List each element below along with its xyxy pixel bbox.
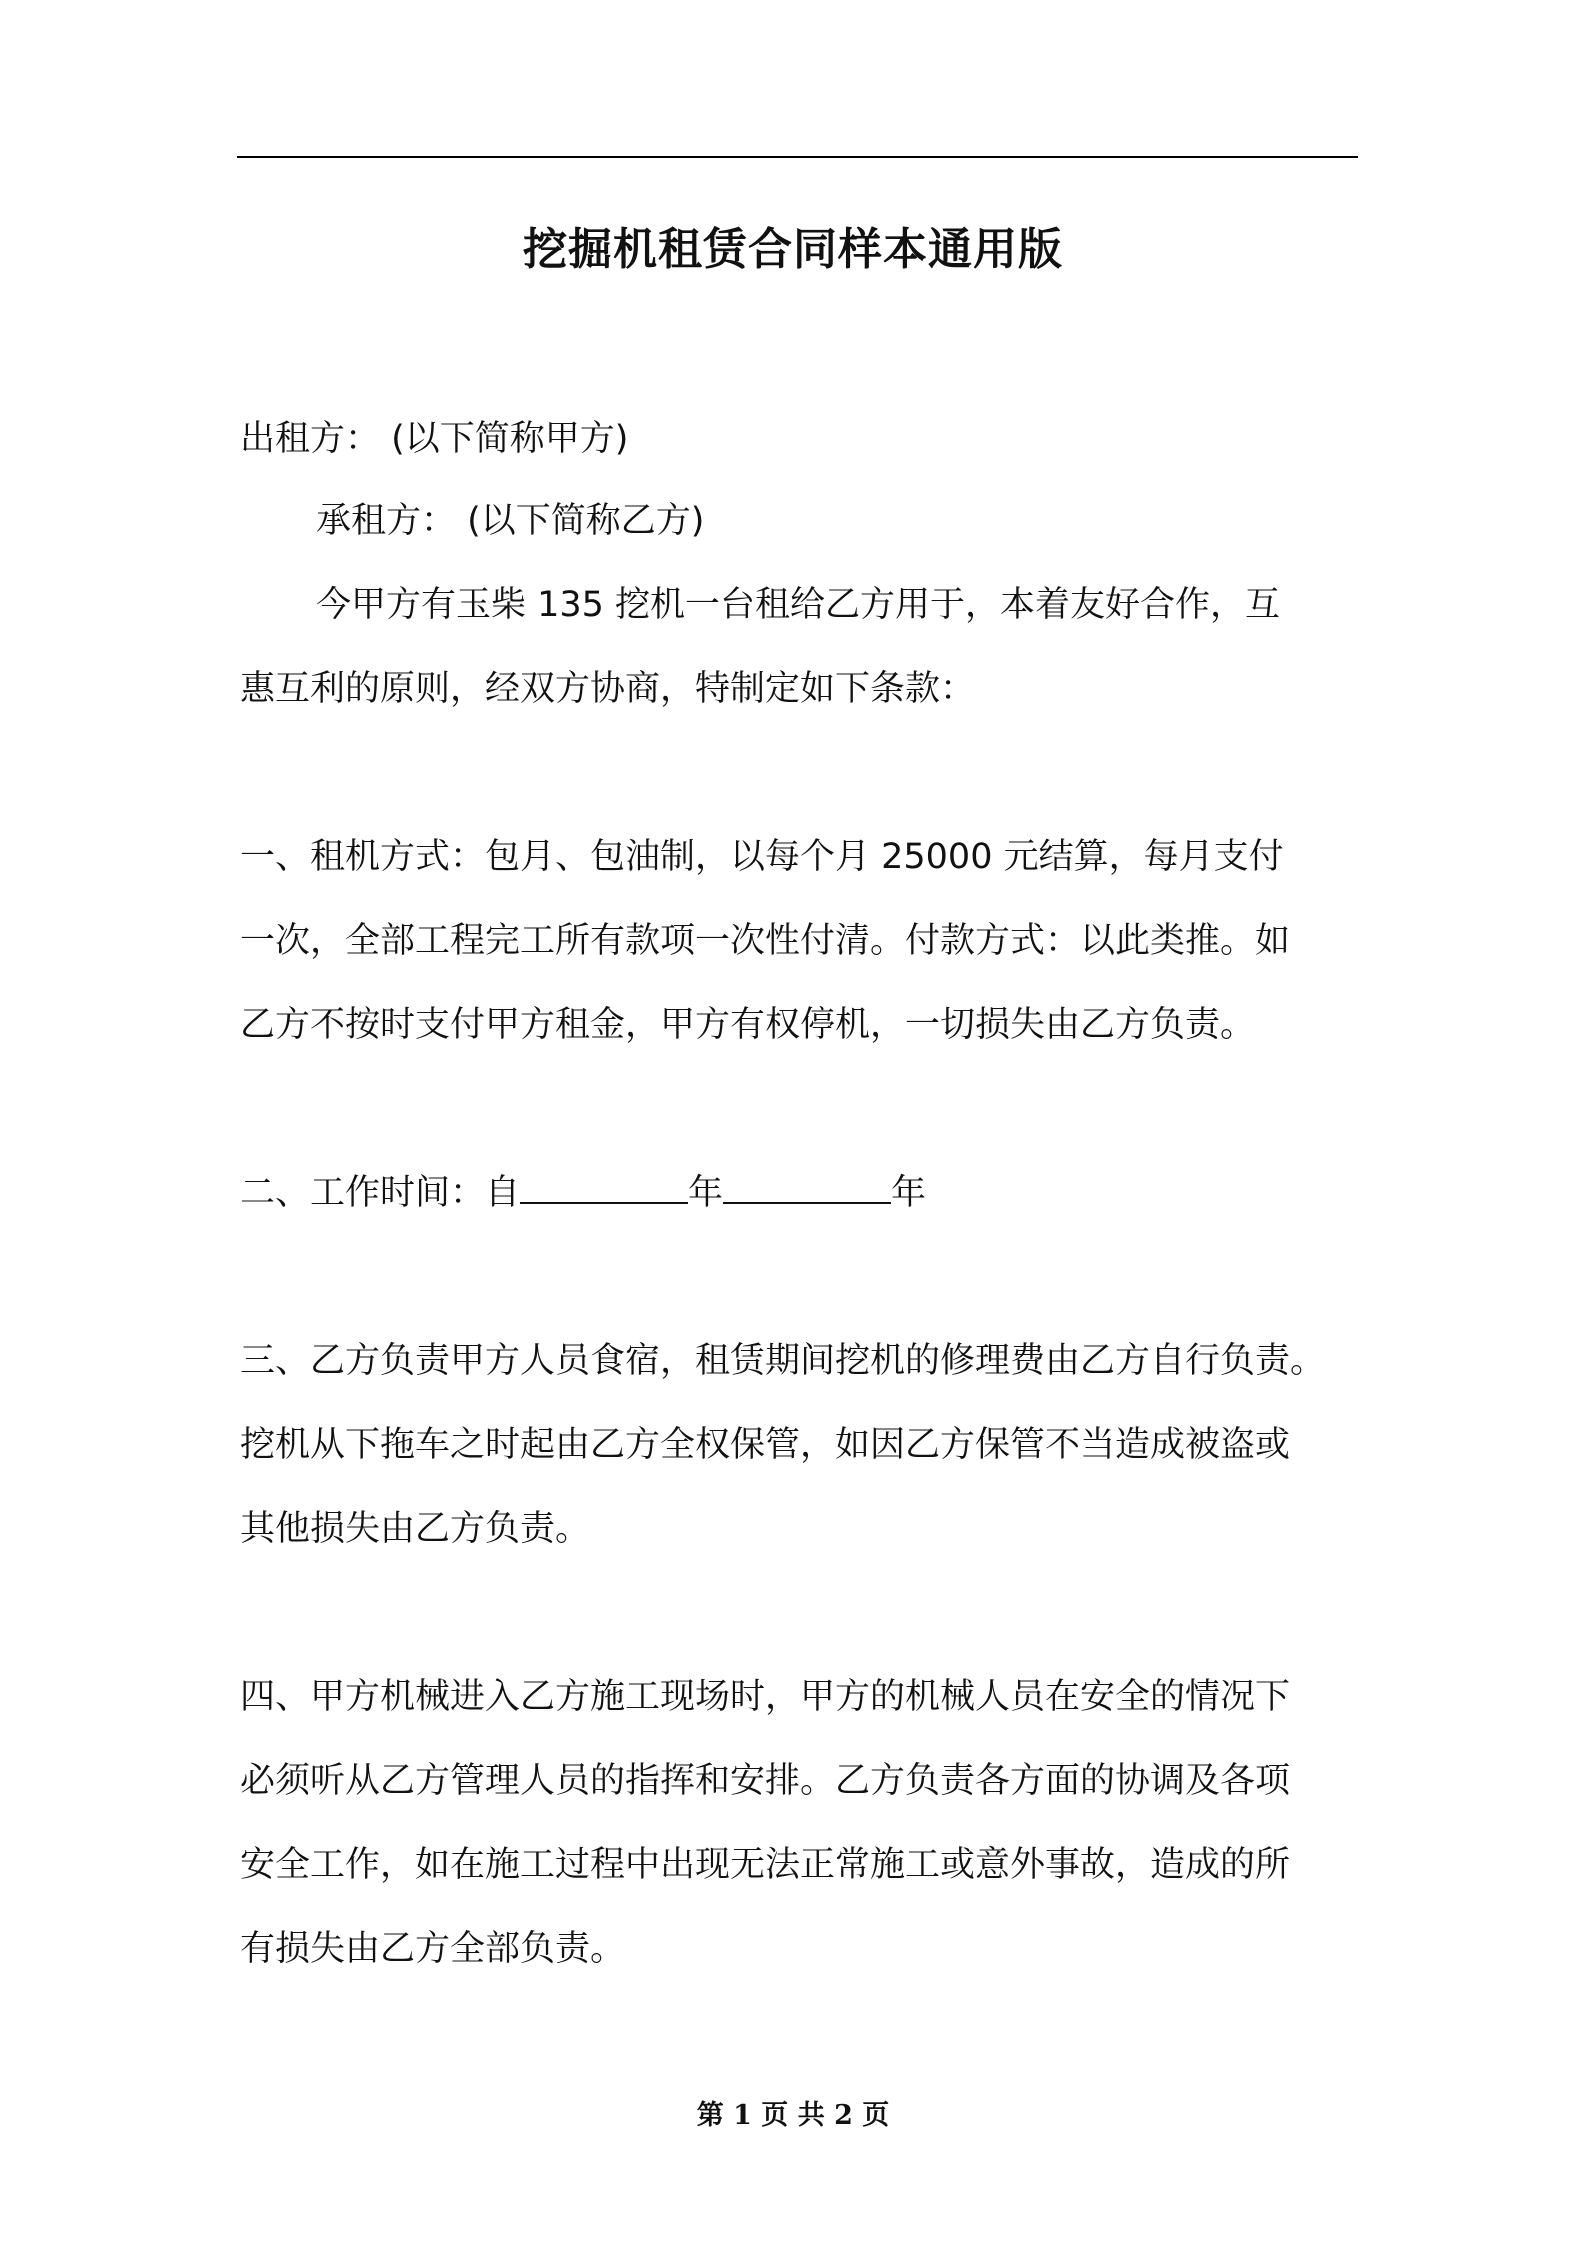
lessor-line: 出租方： (以下简称甲方) xyxy=(240,419,629,459)
clause-1-line-1: 一、租机方式：包月、包油制，以每个月 25000 元结算，每月支付 xyxy=(240,837,1284,877)
start-year-blank[interactable] xyxy=(520,1168,688,1204)
clause-4-line-4: 有损失由乙方全部负责。 xyxy=(240,1929,626,1969)
clause-3-line-2: 挖机从下拖车之时起由乙方全权保管，如因乙方保管不当造成被盗或 xyxy=(240,1425,1291,1465)
document-title: 挖掘机租赁合同样本通用版 xyxy=(523,224,1063,275)
page-number: 第 1 页 共 2 页 xyxy=(696,2100,890,2131)
intro-line-1: 今甲方有玉柴 135 挖机一台租给乙方用于，本着友好合作，互 xyxy=(316,585,1281,625)
lessee-line: 承租方： (以下简称乙方) xyxy=(316,501,705,541)
end-year-blank[interactable] xyxy=(723,1168,891,1204)
header-rule xyxy=(237,156,1358,158)
clause-1-line-3: 乙方不按时支付甲方租金，甲方有权停机，一切损失由乙方负责。 xyxy=(240,1005,1256,1045)
clause-2-middle: 年 xyxy=(688,1173,724,1213)
intro-line-2: 惠互利的原则，经双方协商，特制定如下条款： xyxy=(240,669,976,709)
clause-3-line-3: 其他损失由乙方负责。 xyxy=(240,1509,591,1549)
clause-4-line-2: 必须听从乙方管理人员的指挥和安排。乙方负责各方面的协调及各项 xyxy=(240,1761,1291,1801)
clause-4-line-1: 四、甲方机械进入乙方施工现场时，甲方的机械人员在安全的情况下 xyxy=(240,1677,1291,1717)
clause-2-line xyxy=(240,1168,926,1218)
clause-2-prefix: 二、工作时间：自 xyxy=(240,1173,521,1213)
clause-2-suffix: 年 xyxy=(891,1173,927,1213)
clause-4-line-3: 安全工作，如在施工过程中出现无法正常施工或意外事故，造成的所 xyxy=(240,1845,1291,1885)
clause-1-line-2: 一次，全部工程完工所有款项一次性付清。付款方式：以此类推。如 xyxy=(240,921,1291,961)
clause-3-line-1: 三、乙方负责甲方人员食宿，租赁期间挖机的修理费由乙方自行负责。 xyxy=(240,1341,1326,1381)
